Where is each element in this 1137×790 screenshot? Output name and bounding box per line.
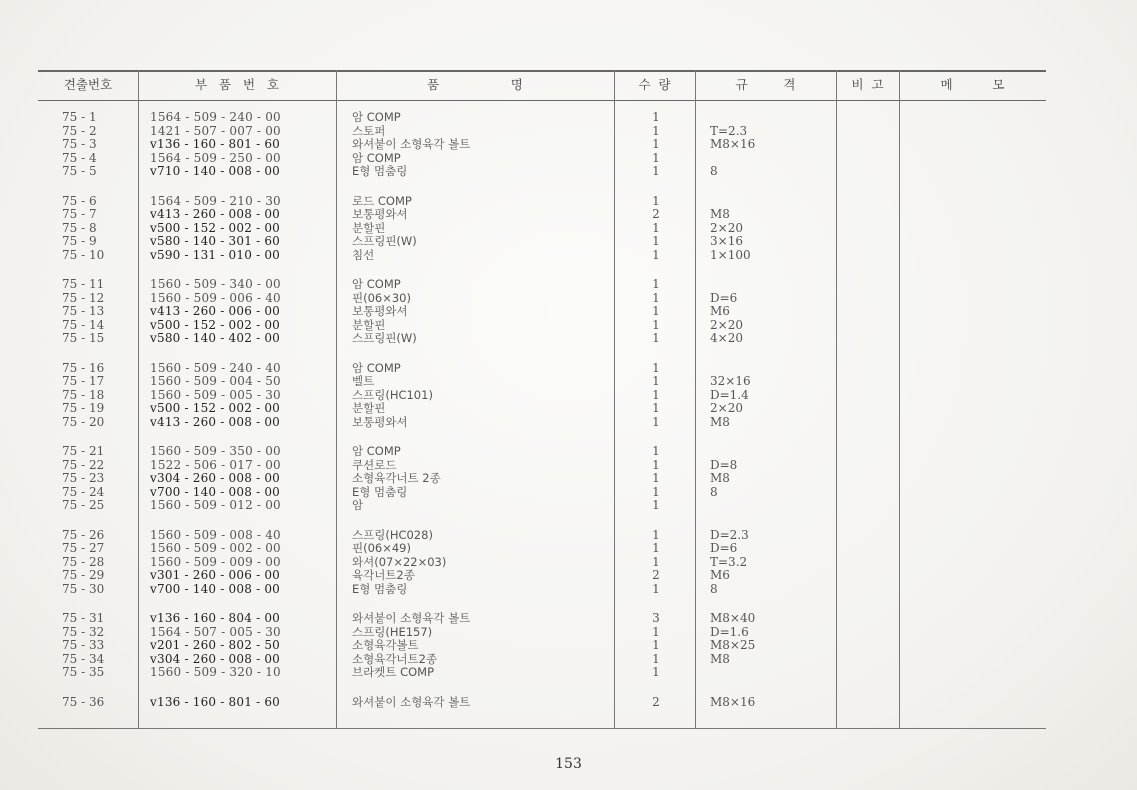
header-quantity: 수 량 [638, 77, 671, 92]
item-number-cell: 75 - 1 [62, 110, 97, 124]
table-row [38, 415, 1046, 429]
item-number-cell: 75 - 15 [62, 331, 105, 346]
part-name-cell: 스프링핀(W) [352, 234, 417, 249]
item-number-cell: 75 - 24 [62, 484, 105, 499]
item-number-cell: 75 - 17 [62, 374, 105, 389]
part-number-cell: 1560 - 509 - 012 - 00 [150, 498, 281, 513]
quantity-cell: 1 [652, 150, 660, 165]
specification-cell: M8 [710, 651, 730, 666]
table-row [38, 318, 1046, 332]
specification-cell: D=1.4 [710, 387, 749, 402]
quantity-cell: 1 [652, 484, 660, 499]
table-row [38, 221, 1046, 235]
quantity-cell: 1 [652, 331, 660, 346]
item-number-cell: 75 - 36 [62, 694, 105, 709]
specification-cell: 32×16 [710, 374, 751, 389]
item-number-cell: 75 - 26 [62, 527, 105, 542]
part-name-cell: 스토퍼 [352, 123, 386, 138]
table-row [38, 277, 1046, 291]
part-number-cell: v500 - 152 - 002 - 00 [150, 220, 281, 235]
quantity-cell: 1 [652, 110, 660, 124]
item-number-cell: 75 - 16 [62, 360, 105, 375]
part-number-cell: 1560 - 509 - 008 - 40 [150, 527, 281, 542]
part-name-cell: 암 COMP [352, 444, 401, 458]
part-number-cell: 1560 - 509 - 002 - 00 [150, 541, 281, 556]
specification-cell: D=2.3 [710, 527, 749, 542]
specification-cell: M8 [710, 471, 730, 486]
specification-cell: 4×20 [710, 331, 743, 346]
quantity-cell: 1 [652, 554, 660, 569]
quantity-cell: 3 [652, 611, 660, 625]
part-name-cell: 벨트 [352, 374, 375, 389]
item-number-cell: 75 - 30 [62, 581, 105, 596]
specification-cell: T=2.3 [710, 123, 748, 138]
table-row [38, 568, 1046, 582]
item-number-cell: 75 - 35 [62, 665, 105, 680]
part-name-cell: 육각너트2종 [352, 568, 415, 583]
part-name-cell: 암 COMP [352, 277, 401, 291]
specification-cell: D=6 [710, 541, 738, 556]
part-number-cell: 1421 - 507 - 007 - 00 [150, 123, 281, 138]
table-row [38, 652, 1046, 666]
specification-cell: M6 [710, 568, 730, 583]
part-number-cell: v301 - 260 - 006 - 00 [150, 568, 281, 583]
specification-cell: D=1.6 [710, 624, 749, 639]
part-number-cell: v413 - 260 - 006 - 00 [150, 304, 281, 319]
table-row [38, 331, 1046, 345]
part-name-cell: 소형육각너트2종 [352, 651, 438, 666]
quantity-cell: 1 [652, 220, 660, 235]
part-name-cell: 보통평와셔 [352, 414, 408, 429]
part-name-cell: 와셔붙이 소형육각 볼트 [352, 611, 471, 625]
part-number-cell: v304 - 260 - 008 - 00 [150, 471, 281, 486]
table-row [38, 665, 1046, 679]
quantity-cell: 1 [652, 164, 660, 179]
specification-cell: 2×20 [710, 317, 743, 332]
table-row [38, 110, 1046, 124]
quantity-cell: 1 [652, 247, 660, 262]
item-number-cell: 75 - 31 [62, 611, 105, 625]
item-number-cell: 75 - 14 [62, 317, 105, 332]
quantity-cell: 1 [652, 444, 660, 458]
part-name-cell: 스프링(HC028) [352, 527, 433, 542]
header-memo: 메 모 [940, 77, 1005, 92]
part-number-cell: 1560 - 509 - 320 - 10 [150, 665, 281, 680]
specification-cell: 8 [710, 164, 718, 179]
quantity-cell: 1 [652, 374, 660, 389]
part-number-cell: v136 - 160 - 801 - 60 [150, 694, 281, 709]
part-name-cell: 로드 COMP [352, 193, 412, 208]
quantity-cell: 1 [652, 123, 660, 138]
table-row [38, 444, 1046, 458]
part-number-cell: 1560 - 509 - 350 - 00 [150, 444, 281, 458]
part-number-cell: v700 - 140 - 008 - 00 [150, 484, 281, 499]
part-name-cell: E형 멈춤링 [352, 484, 408, 499]
part-name-cell: 스프링핀(W) [352, 331, 417, 346]
specification-cell: M8 [710, 414, 730, 429]
table-row [38, 291, 1046, 305]
part-number-cell: 1560 - 509 - 006 - 40 [150, 290, 281, 305]
header-specification: 규 격 [735, 77, 796, 92]
item-number-cell: 75 - 6 [62, 193, 97, 208]
table-row [38, 695, 1046, 709]
item-number-cell: 75 - 32 [62, 624, 105, 639]
part-name-cell: 핀(06×49) [352, 541, 411, 556]
part-number-cell: 1560 - 509 - 004 - 50 [150, 374, 281, 389]
item-number-cell: 75 - 33 [62, 638, 105, 653]
item-number-cell: 75 - 19 [62, 401, 105, 416]
quantity-cell: 1 [652, 527, 660, 542]
specification-cell: D=8 [710, 457, 738, 472]
item-number-cell: 75 - 5 [62, 164, 97, 179]
table-row [38, 361, 1046, 375]
table-row [38, 541, 1046, 555]
table-row [38, 124, 1046, 138]
specification-cell: 8 [710, 581, 718, 596]
quantity-cell: 1 [652, 541, 660, 556]
specification-cell: T=3.2 [710, 554, 748, 569]
quantity-cell: 2 [652, 694, 660, 709]
part-number-cell: v710 - 140 - 008 - 00 [150, 164, 281, 179]
table-bottom-rule [38, 728, 1046, 729]
part-number-cell: v700 - 140 - 008 - 00 [150, 581, 281, 596]
part-number-cell: v500 - 152 - 002 - 00 [150, 317, 281, 332]
part-name-cell: 스프링(HC101) [352, 387, 433, 402]
table-row [38, 164, 1046, 178]
part-name-cell: 암 COMP [352, 360, 401, 375]
part-number-cell: v580 - 140 - 402 - 00 [150, 331, 281, 346]
item-number-cell: 75 - 28 [62, 554, 105, 569]
table-row [38, 248, 1046, 262]
header-bottom-rule [38, 100, 1046, 101]
part-name-cell: 브라켓트 COMP [352, 665, 435, 680]
table-row [38, 611, 1046, 625]
part-number-cell: v136 - 160 - 804 - 00 [150, 611, 281, 625]
part-number-cell: 1560 - 509 - 005 - 30 [150, 387, 281, 402]
quantity-cell: 1 [652, 624, 660, 639]
table-row [38, 555, 1046, 569]
table-row [38, 207, 1046, 221]
specification-cell: D=6 [710, 290, 738, 305]
table-row [38, 625, 1046, 639]
item-number-cell: 75 - 9 [62, 234, 97, 249]
item-number-cell: 75 - 8 [62, 220, 97, 235]
part-name-cell: E형 멈춤링 [352, 581, 408, 596]
part-name-cell: 와셔(07×22×03) [352, 554, 447, 569]
part-number-cell: v413 - 260 - 008 - 00 [150, 414, 281, 429]
part-number-cell: 1564 - 509 - 210 - 30 [150, 193, 281, 208]
specification-cell: M8×40 [710, 611, 756, 625]
quantity-cell: 1 [652, 290, 660, 305]
specification-cell: M8×16 [710, 694, 756, 709]
item-number-cell: 75 - 4 [62, 150, 97, 165]
part-name-cell: 소형육각너트 2종 [352, 471, 441, 486]
part-name-cell: 보통평와셔 [352, 304, 408, 319]
table-row [38, 471, 1046, 485]
part-number-cell: v136 - 160 - 801 - 60 [150, 137, 281, 152]
item-number-cell: 75 - 21 [62, 444, 105, 458]
header-part-name: 품 명 [427, 77, 523, 92]
item-number-cell: 75 - 18 [62, 387, 105, 402]
header-item-number: 견출번호 [63, 77, 113, 92]
item-number-cell: 75 - 27 [62, 541, 105, 556]
quantity-cell: 1 [652, 360, 660, 375]
quantity-cell: 1 [652, 498, 660, 513]
part-name-cell: 분할핀 [352, 401, 386, 416]
item-number-cell: 75 - 25 [62, 498, 105, 513]
table-row [38, 374, 1046, 388]
quantity-cell: 1 [652, 651, 660, 666]
header-remarks: 비 고 [851, 77, 884, 92]
part-number-cell: v201 - 260 - 802 - 50 [150, 638, 281, 653]
table-row [38, 582, 1046, 596]
part-number-cell: 1560 - 509 - 009 - 00 [150, 554, 281, 569]
item-number-cell: 75 - 20 [62, 414, 105, 429]
specification-cell: 2×20 [710, 220, 743, 235]
page-number: 153 [555, 756, 582, 772]
part-name-cell: 분할핀 [352, 317, 386, 332]
specification-cell: M6 [710, 304, 730, 319]
item-number-cell: 75 - 11 [62, 277, 105, 291]
item-number-cell: 75 - 2 [62, 123, 97, 138]
part-name-cell: 쿠션로드 [352, 457, 397, 472]
item-number-cell: 75 - 12 [62, 290, 105, 305]
table-row [38, 485, 1046, 499]
item-number-cell: 75 - 7 [62, 207, 97, 222]
quantity-cell: 1 [652, 193, 660, 208]
part-name-cell: 침선 [352, 247, 375, 262]
item-number-cell: 75 - 22 [62, 457, 105, 472]
part-number-cell: 1564 - 509 - 240 - 00 [150, 110, 281, 124]
table-row [38, 528, 1046, 542]
part-name-cell: 분할핀 [352, 220, 386, 235]
item-number-cell: 75 - 23 [62, 471, 105, 486]
specification-cell: 1×100 [710, 247, 751, 262]
part-number-cell: 1560 - 509 - 240 - 40 [150, 360, 281, 375]
part-number-cell: v500 - 152 - 002 - 00 [150, 401, 281, 416]
quantity-cell: 1 [652, 471, 660, 486]
item-number-cell: 75 - 3 [62, 137, 97, 152]
quantity-cell: 1 [652, 387, 660, 402]
part-name-cell: 암 COMP [352, 150, 401, 165]
table-row [38, 304, 1046, 318]
table-row [38, 401, 1046, 415]
specification-cell: M8×16 [710, 137, 756, 152]
part-number-cell: v413 - 260 - 008 - 00 [150, 207, 281, 222]
quantity-cell: 1 [652, 277, 660, 291]
item-number-cell: 75 - 34 [62, 651, 105, 666]
item-number-cell: 75 - 10 [62, 247, 105, 262]
part-name-cell: 암 COMP [352, 110, 401, 124]
part-name-cell: E형 멈춤링 [352, 164, 408, 179]
quantity-cell: 1 [652, 638, 660, 653]
table-row [38, 137, 1046, 151]
quantity-cell: 1 [652, 234, 660, 249]
quantity-cell: 1 [652, 457, 660, 472]
specification-cell: 8 [710, 484, 718, 499]
table-row [38, 458, 1046, 472]
part-name-cell: 암 [352, 498, 364, 513]
quantity-cell: 1 [652, 401, 660, 416]
quantity-cell: 1 [652, 137, 660, 152]
part-number-cell: v304 - 260 - 008 - 00 [150, 651, 281, 666]
part-name-cell: 와셔붙이 소형육각 볼트 [352, 137, 471, 152]
part-number-cell: v590 - 131 - 010 - 00 [150, 247, 281, 262]
quantity-cell: 1 [652, 665, 660, 680]
part-name-cell: 보통평와셔 [352, 207, 408, 222]
table-row [38, 388, 1046, 402]
part-number-cell: 1564 - 507 - 005 - 30 [150, 624, 281, 639]
part-name-cell: 와셔붙이 소형육각 볼트 [352, 694, 471, 709]
table-row [38, 151, 1046, 165]
quantity-cell: 1 [652, 581, 660, 596]
specification-cell: 2×20 [710, 401, 743, 416]
table-row [38, 498, 1046, 512]
part-name-cell: 핀(06×30) [352, 290, 411, 305]
part-number-cell: 1522 - 506 - 017 - 00 [150, 457, 281, 472]
quantity-cell: 2 [652, 568, 660, 583]
item-number-cell: 75 - 29 [62, 568, 105, 583]
specification-cell: 3×16 [710, 234, 743, 249]
specification-cell: M8 [710, 207, 730, 222]
part-name-cell: 소형육각볼트 [352, 638, 419, 653]
item-number-cell: 75 - 13 [62, 304, 105, 319]
part-name-cell: 스프링(HE157) [352, 624, 433, 639]
quantity-cell: 1 [652, 304, 660, 319]
quantity-cell: 1 [652, 317, 660, 332]
table-row [38, 234, 1046, 248]
part-number-cell: 1564 - 509 - 250 - 00 [150, 150, 281, 165]
header-part-number: 부 품 번 호 [194, 77, 280, 92]
part-number-cell: 1560 - 509 - 340 - 00 [150, 277, 281, 291]
quantity-cell: 1 [652, 414, 660, 429]
table-row [38, 194, 1046, 208]
part-number-cell: v580 - 140 - 301 - 60 [150, 234, 281, 249]
quantity-cell: 2 [652, 207, 660, 222]
specification-cell: M8×25 [710, 638, 756, 653]
table-row [38, 638, 1046, 652]
